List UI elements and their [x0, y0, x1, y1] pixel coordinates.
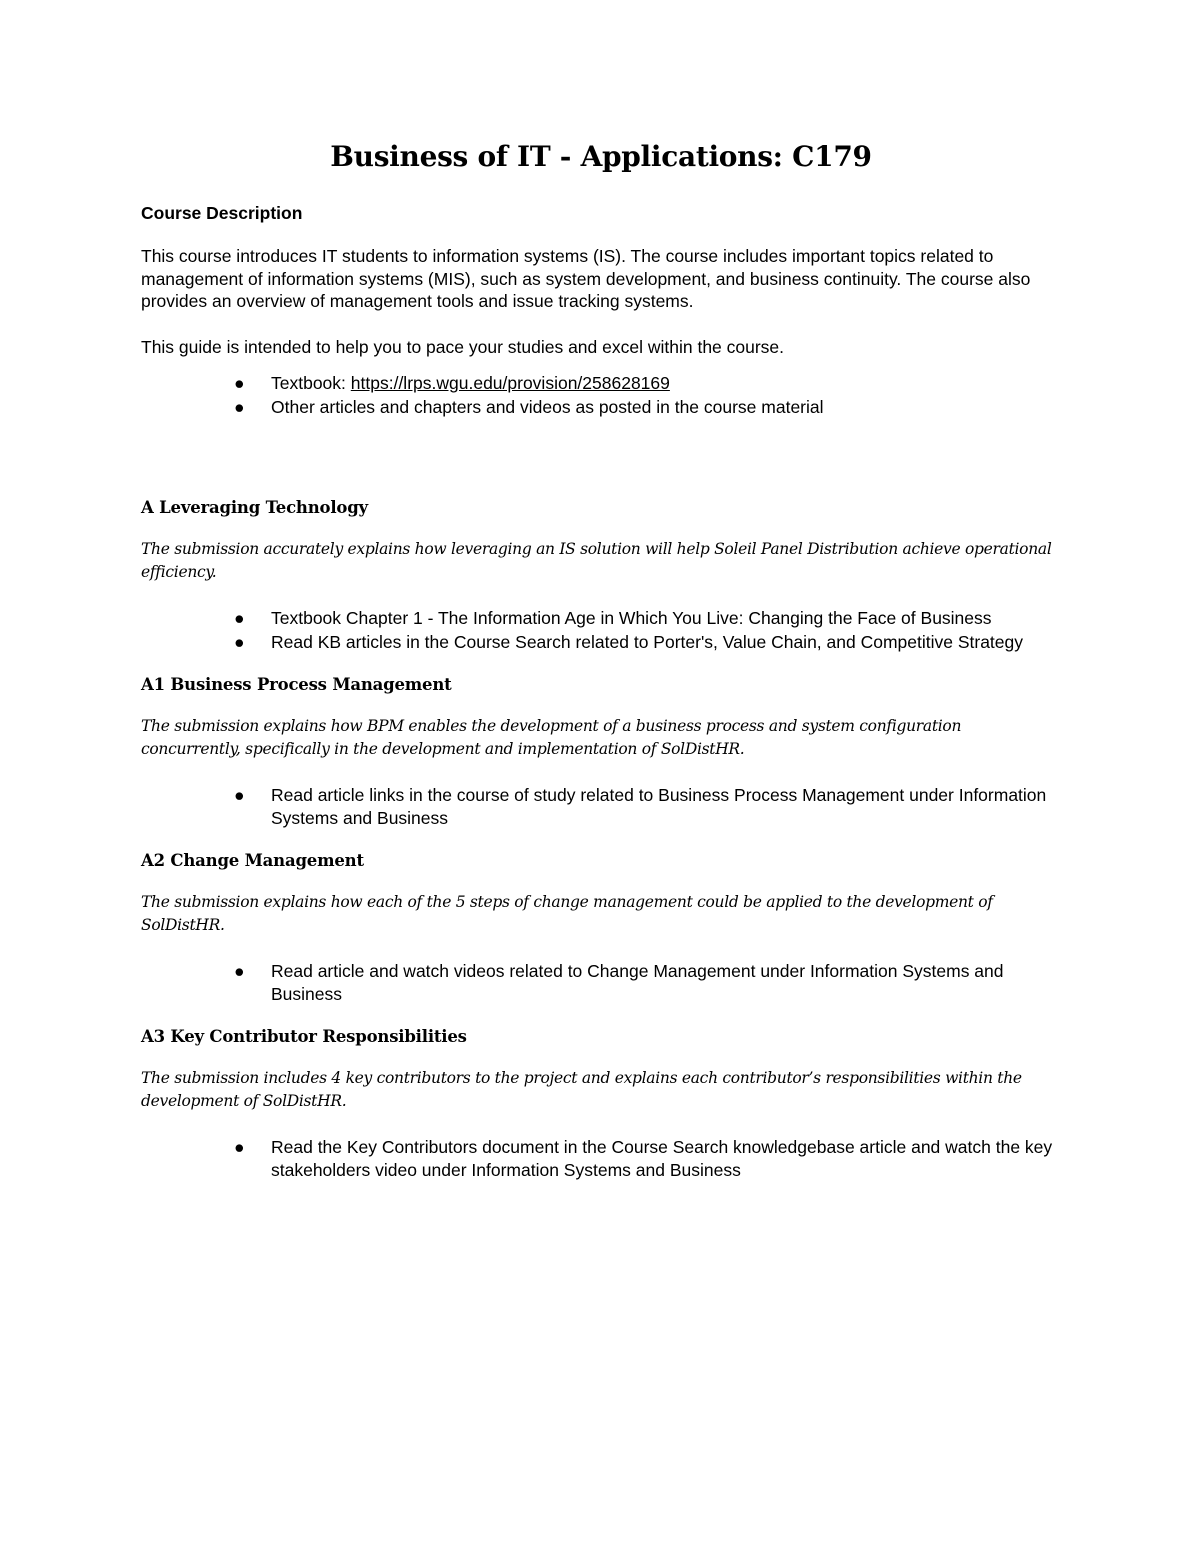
bullet-icon: ●	[234, 785, 245, 805]
section-bullet-list	[141, 1136, 1061, 1181]
section-bullet-list	[141, 784, 1061, 829]
bullet-icon: ●	[234, 373, 245, 393]
list-item-text: Read KB articles in the Course Search related to Porter's, Value Chain, and Competitive Strategy	[271, 631, 1024, 652]
section-description: The submission includes 4 key contributors to the project and explains each contributor’s responsibilities within the development of SolDistHR.	[141, 1069, 1022, 1110]
section-a-leveraging-technology	[141, 498, 1061, 653]
textbook-label: Textbook:	[271, 373, 351, 393]
bullet-icon: ●	[234, 961, 245, 981]
list-item-text: Read article and watch videos related to Change Management under Information Systems and Business	[271, 961, 1004, 1004]
section-description: The submission accurately explains how leveraging an IS solution will help Soleil Panel Distribution achieve operational efficiency.	[141, 540, 1052, 581]
section-bullet-list	[141, 607, 1061, 653]
list-item	[234, 784, 1061, 829]
section-bullet-list	[141, 960, 1061, 1005]
section-title: A Leveraging Technology	[141, 498, 368, 517]
bullet-icon: ●	[234, 608, 245, 628]
section-a2-change-management	[141, 851, 1061, 1005]
course-description-paragraph: This course introduces IT students to information systems (IS). The course includes important topics related to management of information systems (MIS), such as system development, and business continuity. The course also provides an overview of management tools and issue tracking systems.	[141, 246, 1031, 311]
list-item-text: Read article links in the course of study related to Business Process Management under Information Systems and Business	[271, 785, 1047, 828]
list-item	[234, 960, 1061, 1005]
section-a3-key-contributor-responsibilities	[141, 1027, 1061, 1181]
document-title: Business of IT - Applications: C179	[330, 140, 872, 173]
list-item-text: Read the Key Contributors document in the Course Search knowledgebase article and watch the key stakeholders video under Information Systems and Business	[271, 1137, 1053, 1180]
textbook-link[interactable]: https://lrps.wgu.edu/provision/258628169	[350, 373, 670, 393]
list-item	[234, 607, 1061, 630]
list-item-text: Textbook Chapter 1 - The Information Age in Which You Live: Changing the Face of Business	[271, 608, 992, 628]
section-title: A1 Business Process Management	[141, 675, 452, 694]
bullet-icon: ●	[234, 631, 245, 652]
list-item	[234, 631, 1061, 654]
bullet-icon: ●	[234, 1137, 245, 1157]
section-title: A3 Key Contributor Responsibilities	[141, 1027, 467, 1046]
section-a1-business-process-management	[141, 675, 1061, 829]
other-resources-text: Other articles and chapters and videos as posted in the course material	[271, 396, 824, 417]
section-description: The submission explains how BPM enables the development of a business process and system configuration concurrently, specifically in the development and implementation of SolDistHR.	[141, 717, 962, 758]
bullet-icon: ●	[234, 396, 245, 417]
guide-intent-paragraph: This guide is intended to help you to pace your studies and excel within the course.	[141, 336, 785, 357]
document-page	[141, 140, 1061, 1182]
section-title: A2 Change Management	[141, 851, 364, 870]
list-item	[234, 372, 1061, 395]
resource-list	[141, 372, 1061, 418]
section-description: The submission explains how each of the 5 steps of change management could be applied to the development of SolDistHR.	[141, 893, 993, 934]
list-item	[234, 1136, 1061, 1181]
list-item	[234, 396, 1061, 419]
course-description-heading: Course Description	[141, 203, 303, 223]
